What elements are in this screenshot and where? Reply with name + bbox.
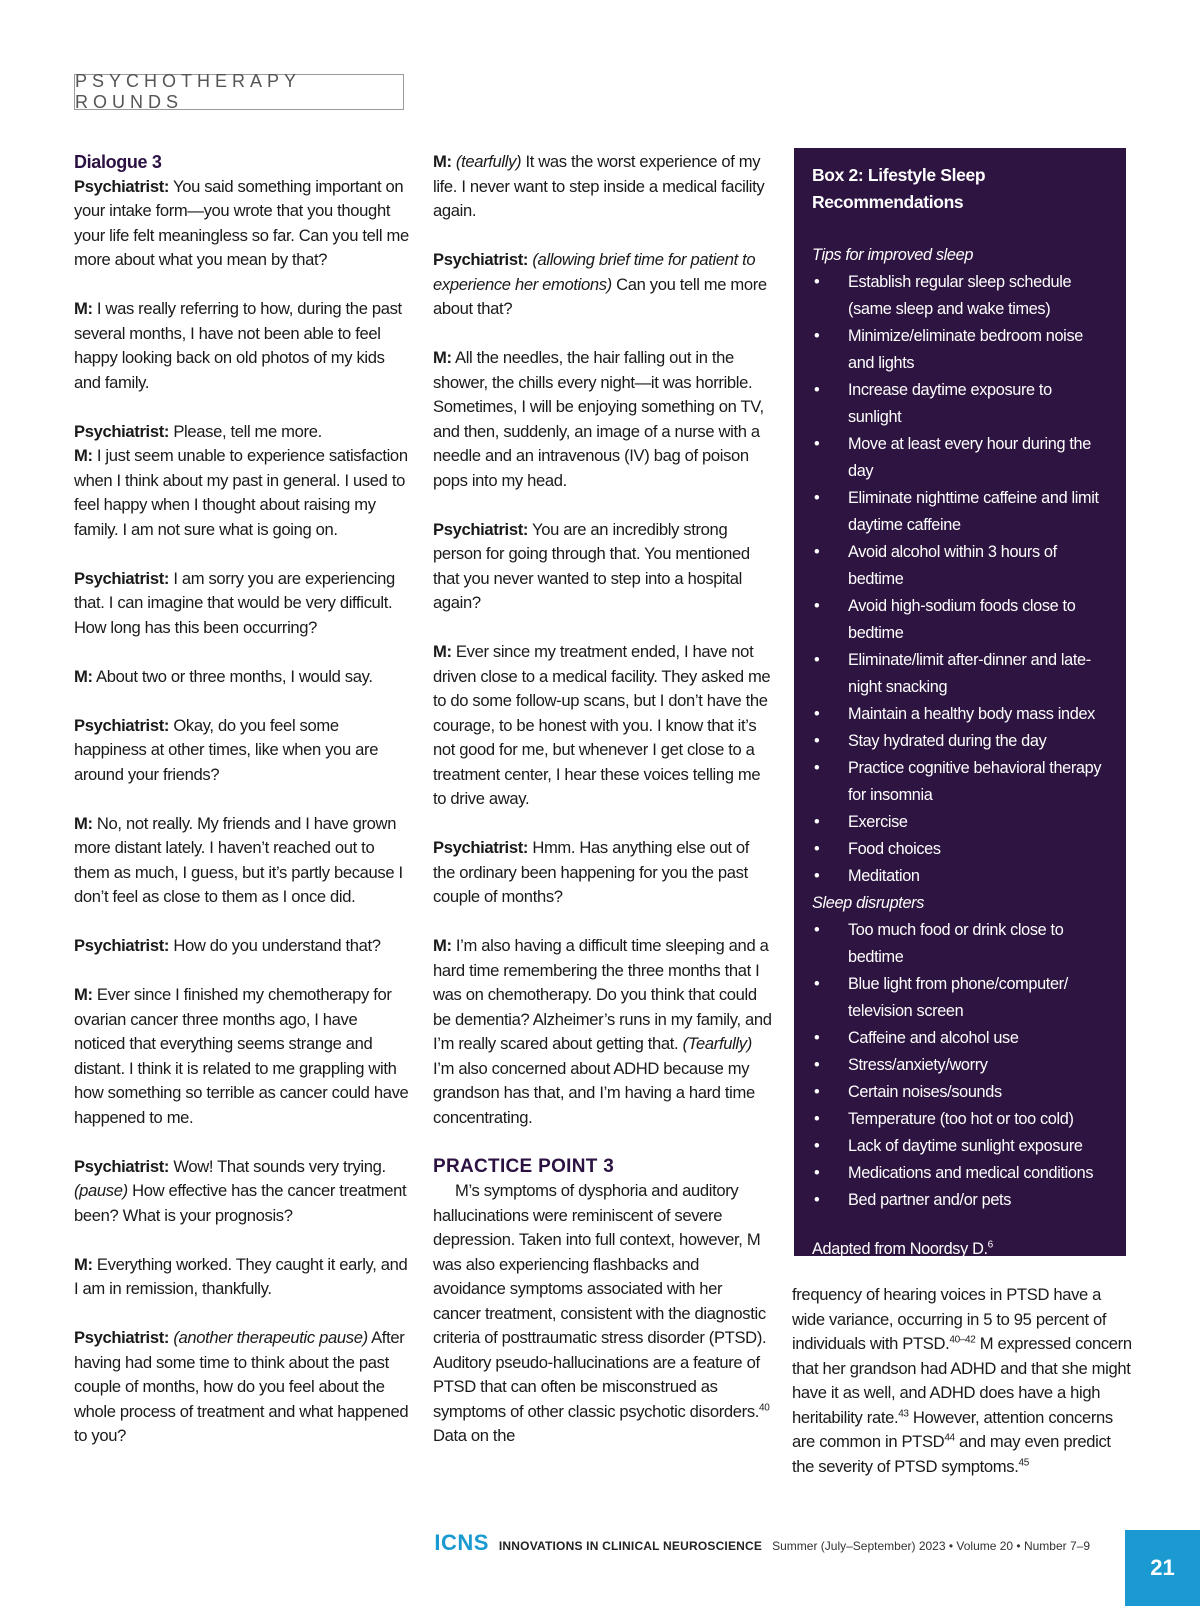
stage-direction: (pause) [74, 1181, 128, 1200]
speaker-label: M: [74, 985, 93, 1004]
dialogue-text: I am sorry you are experiencing that. I can imagine that would be very difficult. How long has this been occurring? [74, 568, 395, 637]
dialogue-text: No, not really. My friends and I have grown more distant lately. I haven’t reached out to them as much, I guess, but it’s partly because I don’t feel as close to them as I once did. [74, 813, 403, 906]
citation: 44 [944, 1432, 955, 1444]
citation: 43 [898, 1407, 909, 1419]
journal-logo: ICNS [434, 1530, 489, 1555]
disrupters-heading: Sleep disrupters [812, 894, 925, 912]
dialogue-paragraph [433, 150, 773, 224]
dialogue-paragraph [433, 836, 773, 910]
stage-direction: (allowing brief time for patient to experience her emotions) [433, 250, 756, 294]
dialogue-paragraph [74, 714, 412, 788]
body-paragraph: frequency of hearing voices in PTSD have a wide variance, occurring in 5 to 95 percent of individuals with PTSD.$^{40-42}$ M expressed concern that her grandson had ADHD and that she might have it as well, and ADHD does have a high heritability rate.$^{43}$ However, attention concerns are common in PTSD$^{44}$ and may even predict the severity of PTSD symptoms.$^{45}$ [792, 1285, 1132, 1476]
column-1 [74, 150, 412, 1473]
dialogue-paragraph [74, 444, 412, 542]
dialogue-paragraph [433, 640, 773, 812]
list-item: • Exercise [812, 809, 1108, 836]
speaker-label: Psychiatrist: [74, 1156, 170, 1176]
tips-list [812, 269, 1108, 890]
list-item: • Eliminate/limit after-dinner and late-night snacking [812, 647, 1108, 701]
dialogue-text: I was really referring to how, during the past several months, I have not been able to feel happy looking back on old photos of my kids and family. [74, 299, 402, 392]
list-item: • Practice cognitive behavioral therapy for insomnia [812, 755, 1108, 809]
citation: 45 [1018, 1456, 1029, 1468]
citation: 40–42 [949, 1334, 976, 1346]
dialogue-paragraph [74, 567, 412, 641]
page-footer [0, 1530, 1200, 1606]
list-item: • Move at least every hour during the day [812, 431, 1108, 485]
speaker-label: Psychiatrist: [74, 176, 170, 196]
stage-direction: (Tearfully) [678, 1034, 752, 1053]
dialogue-text: Can you tell me more about that? [433, 274, 767, 318]
dialogue-text: Everything worked. They caught it early, and I am in remission, thankfully. [74, 1254, 408, 1298]
speaker-label: M: [74, 1254, 93, 1274]
list-item: • Stay hydrated during the day [812, 728, 1108, 755]
speaker-label: M: [74, 813, 93, 833]
dialogue-title: Dialogue 3 [74, 152, 162, 172]
dialogue-paragraph [74, 1155, 412, 1229]
speaker-label: Psychiatrist: [74, 421, 170, 441]
dialogue-text: Hmm. Has anything else out of the ordinary been happening for you the past couple of months? [433, 838, 750, 906]
citation: 40 [759, 1401, 770, 1413]
box-title: Box 2: Lifestyle Sleep Recommendations [812, 165, 986, 212]
speaker-label: M: [74, 446, 93, 465]
dialogue-text: It was the worst experience of my life. I never want to step inside a medical facility again. [433, 152, 765, 220]
list-item: • Stress/anxiety/worry [812, 1052, 1108, 1079]
section-header: PSYCHOTHERAPY ROUNDS [74, 74, 404, 110]
dialogue-paragraph [74, 420, 412, 445]
dialogue-text: Please, tell me more. [169, 421, 322, 441]
dialogue-text: After having had some time to think about the past couple of months, how do you feel about the whole process of treatment and what happened to you? [74, 1328, 409, 1445]
dialogue-text: I just seem unable to experience satisfaction when I think about my past in general. I used to feel happy when I thought about raising my family. I am not sure what is going on. [74, 446, 408, 539]
page-number: 21 [1125, 1530, 1200, 1606]
list-item: • Lack of daytime sunlight exposure [812, 1133, 1108, 1160]
dialogue-paragraph [74, 1253, 412, 1302]
speaker-label: M: [433, 152, 452, 171]
speaker-label: M: [74, 666, 93, 686]
dialogue-text: I’m also concerned about ADHD because my grandson has that, and I’m having a hard time concentrating. [433, 1058, 755, 1127]
speaker-label: Psychiatrist: [74, 568, 170, 588]
dialogue-text: Ever since I finished my chemotherapy for ovarian cancer three months ago, I have noticed that everything seems strange and distant. I think it is related to me grappling with how something so terrible as cancer could have happened to me. [74, 985, 409, 1127]
dialogue-text: Ever since my treatment ended, I have not driven close to a medical facility. They asked me to do some follow-up scans, but I don’t have the courage, to be honest with you. I know that it’s not good for me, but whenever I get close to a treatment center, I hear these voices telling me to drive away. [433, 642, 771, 808]
dialogue-paragraph [433, 346, 773, 493]
speaker-label: Psychiatrist: [74, 1328, 170, 1347]
dialogue-text: You are an incredibly strong person for going through that. You mentioned that you never wanted to step into a hospital again? [433, 519, 750, 612]
speaker-label: M: [433, 936, 452, 955]
dialogue-paragraph [74, 175, 412, 273]
practice-point-text: M’s symptoms of dysphoria and auditory hallucinations were reminiscent of severe depression. Taken into full context, however, M was also experiencing flashbacks and avoidance symptoms associated with her cancer treatment, consistent with the diagnostic criteria of posttraumatic stress disorder (PTSD). Auditory pseudo-hallucinations are a feature of PTSD that can often be misconstrued as symptoms of other classic psychotic disorders.$^{40}$ Data on the [433, 1181, 770, 1445]
dialogue-text: How effective has the cancer treatment been? What is your prognosis? [74, 1181, 407, 1225]
sleep-recommendations-box [794, 148, 1126, 1256]
dialogue-paragraph [433, 518, 773, 616]
dialogue-paragraph [74, 812, 412, 910]
list-item: • Too much food or drink close to bedtime [812, 917, 1108, 971]
dialogue-text: I’m also having a difficult time sleeping and a hard time remembering the three months that I was on chemotherapy. Do you think that could be dementia? Alzheimer’s runs in my family, and I’m really scared about getting that. [433, 936, 772, 1053]
dialogue-text: Wow! That sounds very trying. [169, 1156, 386, 1176]
dialogue-paragraph [74, 983, 412, 1130]
journal-name: INNOVATIONS IN CLINICAL NEUROSCIENCE [498, 1539, 763, 1553]
column-3 [792, 1283, 1132, 1479]
speaker-label: M: [433, 348, 452, 367]
list-item: • Certain noises/sounds [812, 1079, 1108, 1106]
dialogue-paragraphs-continued [433, 150, 773, 1130]
practice-point-title: PRACTICE POINT 3 [433, 1155, 615, 1177]
citation: 6 [987, 1239, 993, 1251]
list-item: • Blue light from phone/computer/ television screen [812, 971, 1108, 1025]
dialogue-paragraph [433, 248, 773, 322]
list-item: • Eliminate nighttime caffeine and limit daytime caffeine [812, 485, 1108, 539]
speaker-label: M: [433, 642, 452, 661]
list-item: • Meditation [812, 863, 1108, 890]
list-item: • Maintain a healthy body mass index [812, 701, 1108, 728]
dialogue-paragraph [74, 297, 412, 395]
stage-direction: (tearfully) [455, 152, 522, 171]
dialogue-paragraph [74, 665, 412, 690]
dialogue-paragraphs [74, 175, 412, 1449]
dialogue-paragraph [74, 934, 412, 959]
dialogue-text: Okay, do you feel some happiness at other times, like when you are around your friends? [74, 715, 379, 784]
list-item: • Increase daytime exposure to sunlight [812, 377, 1108, 431]
list-item: • Bed partner and/or pets [812, 1187, 1108, 1214]
speaker-label: Psychiatrist: [433, 519, 529, 539]
list-item: • Temperature (too hot or too cold) [812, 1106, 1108, 1133]
dialogue-text: How do you understand that? [169, 936, 381, 955]
list-item: • Food choices [812, 836, 1108, 863]
speaker-label: M: [74, 299, 93, 318]
speaker-label: Psychiatrist: [74, 936, 170, 955]
footer-text [434, 1530, 1090, 1556]
dialogue-paragraph [74, 1326, 412, 1449]
box-footnote: Adapted from Noordsy D.$^6$ [812, 1239, 993, 1258]
speaker-label: Psychiatrist: [433, 838, 529, 857]
stage-direction: (another therapeutic pause) [173, 1328, 368, 1347]
issue-info: Summer (July–September) 2023 • Volume 20 • Number 7–9 [772, 1539, 1090, 1553]
speaker-label: Psychiatrist: [74, 715, 170, 735]
disrupters-list [812, 917, 1108, 1214]
speaker-label: Psychiatrist: [433, 250, 529, 269]
list-item: • Minimize/eliminate bedroom noise and lights [812, 323, 1108, 377]
list-item: • Avoid high-sodium foods close to bedtime [812, 593, 1108, 647]
dialogue-text: All the needles, the hair falling out in the shower, the chills every night—it was horrible. Sometimes, I will be enjoying something on TV, and then, suddenly, an image of a nurse with a needle and an intravenous (IV) bag of poison pops into my head. [433, 348, 764, 490]
dialogue-text: You said something important on your intake form—you wrote that you thought your life felt meaningless so far. Can you tell me more about what you mean by that? [74, 176, 409, 269]
list-item: • Establish regular sleep schedule (same sleep and wake times) [812, 269, 1108, 323]
dialogue-paragraph [433, 934, 773, 1130]
list-item: • Avoid alcohol within 3 hours of bedtime [812, 539, 1108, 593]
list-item: • Medications and medical conditions [812, 1160, 1108, 1187]
list-item: • Caffeine and alcohol use [812, 1025, 1108, 1052]
dialogue-text: About two or three months, I would say. [92, 666, 373, 686]
column-2 [433, 150, 773, 1449]
tips-heading: Tips for improved sleep [812, 246, 974, 264]
